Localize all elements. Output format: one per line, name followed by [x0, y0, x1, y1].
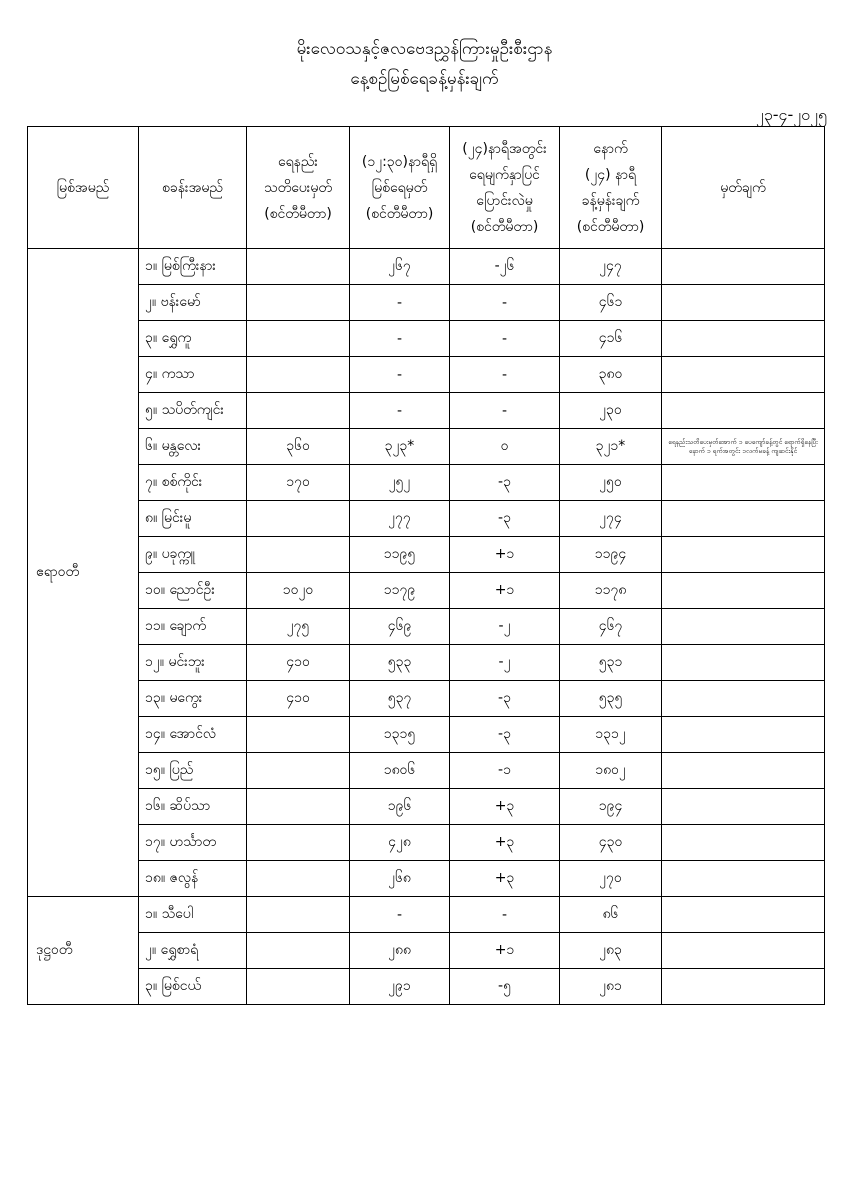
station-name-cell: ၃။ ရွှေကူ [139, 321, 247, 357]
col-forecast-header: နောက် (၂၄) နာရီ ခန့်မှန်းချက် (စင်တီမီတာ) [560, 127, 662, 249]
station-name-cell: ၁၀။ ညောင်ဦး [139, 573, 247, 609]
water-level-cell: - [350, 393, 450, 429]
station-name-cell: ၁၃။ မကွေး [139, 681, 247, 717]
table-row [28, 429, 825, 465]
danger-level-cell [247, 501, 350, 537]
table-row [28, 897, 825, 933]
station-name-cell: ၁၅။ ပြည် [139, 753, 247, 789]
station-name-cell: ၇။ စစ်ကိုင်း [139, 465, 247, 501]
danger-level-cell [247, 393, 350, 429]
remark-cell [662, 645, 825, 681]
danger-level-cell [247, 285, 350, 321]
level-change-cell: -၂၆ [450, 249, 560, 285]
station-name-cell: ၁၂။ မင်းဘူး [139, 645, 247, 681]
danger-level-cell [247, 717, 350, 753]
water-level-cell: ၂၇၇ [350, 501, 450, 537]
remark-cell [662, 285, 825, 321]
table-row [28, 609, 825, 645]
water-level-cell: ၃၂၃* [350, 429, 450, 465]
water-level-cell: ၁၈၀၆ [350, 753, 450, 789]
forecast-cell: ၂၈၁ [560, 969, 662, 1005]
table-row [28, 861, 825, 897]
remark-cell [662, 825, 825, 861]
station-name-cell: ၃။ မြစ်ငယ် [139, 969, 247, 1005]
page-title: မိုးလေဝသနှင့်ဇလဗေဒညွှန်ကြားမှုဦးစီးဌာန [296, 39, 553, 59]
table-header-row [28, 127, 825, 249]
remark-cell [662, 501, 825, 537]
level-change-cell: +၃ [450, 789, 560, 825]
level-change-cell: - [450, 897, 560, 933]
danger-level-cell [247, 357, 350, 393]
level-change-cell: - [450, 393, 560, 429]
station-name-cell: ၂။ ဗန်းမော် [139, 285, 247, 321]
table-row [28, 717, 825, 753]
remark-cell [662, 897, 825, 933]
level-change-cell: -၃ [450, 501, 560, 537]
station-name-cell: ၁၄။ အောင်လံ [139, 717, 247, 753]
forecast-cell: ၂၃၀ [560, 393, 662, 429]
forecast-cell: ၁၁၇၈ [560, 573, 662, 609]
danger-level-cell [247, 861, 350, 897]
remark-cell [662, 537, 825, 573]
forecast-cell: ၂၄၇ [560, 249, 662, 285]
forecast-cell: ၃၂၁* [560, 429, 662, 465]
water-level-cell: ၄၂၈ [350, 825, 450, 861]
table-row [28, 249, 825, 285]
station-name-cell: ၆။ မန္တလေး [139, 429, 247, 465]
table-row [28, 285, 825, 321]
station-name-cell: ၁၁။ ချောက် [139, 609, 247, 645]
forecast-cell: ၅၃၅ [560, 681, 662, 717]
table-row [28, 753, 825, 789]
forecast-cell: ၄၆၇ [560, 609, 662, 645]
level-change-cell: -၅ [450, 969, 560, 1005]
forecast-cell: ၄၃၀ [560, 825, 662, 861]
water-level-cell: ၅၃၇ [350, 681, 450, 717]
level-change-cell: +၃ [450, 861, 560, 897]
forecast-cell: ၂၈၃ [560, 933, 662, 969]
report-date: ၂၃-၄-၂၀၂၅ [755, 105, 827, 124]
danger-level-cell [247, 897, 350, 933]
level-change-cell: -၃ [450, 717, 560, 753]
water-level-cell: - [350, 357, 450, 393]
col-station-header: စခန်းအမည် [139, 127, 247, 249]
forecast-cell: ၄၁၆ [560, 321, 662, 357]
forecast-cell: ၁၉၄ [560, 789, 662, 825]
danger-level-cell [247, 321, 350, 357]
water-level-cell: ၂၆၇ [350, 249, 450, 285]
forecast-cell: ၈၆ [560, 897, 662, 933]
water-level-cell: ၅၃၃ [350, 645, 450, 681]
level-change-cell: -၃ [450, 465, 560, 501]
level-change-cell: +၁ [450, 933, 560, 969]
danger-level-cell: ၁၀၂၀ [247, 573, 350, 609]
level-change-cell: +၁ [450, 537, 560, 573]
station-name-cell: ၈။ မြင်းမူ [139, 501, 247, 537]
station-name-cell: ၁။ သီပေါ [139, 897, 247, 933]
danger-level-cell: ၄၁၀ [247, 645, 350, 681]
forecast-cell: ၅၃၁ [560, 645, 662, 681]
station-name-cell: ၁၆။ ဆိပ်သာ [139, 789, 247, 825]
level-change-cell: -၃ [450, 681, 560, 717]
remark-cell [662, 357, 825, 393]
page-subtitle: နေ့စဉ်မြစ်ရေခန့်မှန်းချက် [350, 69, 499, 89]
remark-cell [662, 789, 825, 825]
level-change-cell: +၃ [450, 825, 560, 861]
station-name-cell: ၁။ မြစ်ကြီးနား [139, 249, 247, 285]
forecast-cell: ၁၃၁၂ [560, 717, 662, 753]
river-name-cell: ဧရာဝတီ [28, 249, 139, 897]
forecast-cell: ၂၇၀ [560, 861, 662, 897]
danger-level-cell [247, 789, 350, 825]
table-row [28, 501, 825, 537]
remark-cell: ရေနည်းသတိပေးမှတ်အောက် ၁ ပေကျော်ခန့်တွင် ရောက်ရှိနေပြီး နောက် ၁ ရက်အတွင်း ၁လက်မခန့် ကျဆင်းနိုင် [662, 429, 825, 465]
col-danger-level-header: ရေနည်း သတိပေးမှတ် (စင်တီမီတာ) [247, 127, 350, 249]
danger-level-cell [247, 753, 350, 789]
col-remark-header: မှတ်ချက် [662, 127, 825, 249]
water-level-cell: ၂၈၈ [350, 933, 450, 969]
table-row [28, 357, 825, 393]
table-row [28, 645, 825, 681]
remark-cell [662, 609, 825, 645]
forecast-cell: ၄၆၁ [560, 285, 662, 321]
station-name-cell: ၅။ သပိတ်ကျင်း [139, 393, 247, 429]
station-name-cell: ၉။ ပခုက္ကူ [139, 537, 247, 573]
water-level-cell: ၁၁၇၉ [350, 573, 450, 609]
water-level-cell: - [350, 285, 450, 321]
water-level-cell: ၄၆၉ [350, 609, 450, 645]
danger-level-cell: ၂၇၅ [247, 609, 350, 645]
danger-level-cell [247, 537, 350, 573]
forecast-cell: ၂၇၄ [560, 501, 662, 537]
col-river-header: မြစ်အမည် [28, 127, 139, 249]
river-name-cell: ဒုဋ္ဌဝတီ [28, 897, 139, 1005]
water-level-cell: - [350, 321, 450, 357]
table-row [28, 933, 825, 969]
danger-level-cell: ၄၁၀ [247, 681, 350, 717]
table-row [28, 681, 825, 717]
table-row [28, 321, 825, 357]
danger-level-cell [247, 249, 350, 285]
station-name-cell: ၁၇။ ဟင်္သာတ [139, 825, 247, 861]
danger-level-cell [247, 933, 350, 969]
remark-cell [662, 753, 825, 789]
remark-cell [662, 861, 825, 897]
remark-cell [662, 573, 825, 609]
col-water-level-header: (၁၂:၃၀)နာရီရှိ မြစ်ရေမှတ် (စင်တီမီတာ) [350, 127, 450, 249]
table-row [28, 537, 825, 573]
remark-cell [662, 717, 825, 753]
level-change-cell: - [450, 285, 560, 321]
remark-cell [662, 969, 825, 1005]
water-level-cell: ၂၉၁ [350, 969, 450, 1005]
station-name-cell: ၄။ ကသာ [139, 357, 247, 393]
remark-cell [662, 321, 825, 357]
level-change-cell: -၁ [450, 753, 560, 789]
water-level-cell: ၁၁၉၅ [350, 537, 450, 573]
level-change-cell: +၁ [450, 573, 560, 609]
remark-cell [662, 933, 825, 969]
level-change-cell: - [450, 321, 560, 357]
forecast-cell: ၃၈၀ [560, 357, 662, 393]
remark-cell [662, 465, 825, 501]
water-level-cell: ၂၆၈ [350, 861, 450, 897]
col-change-header: (၂၄)နာရီအတွင်း ရေမျက်နှာပြင် ပြောင်းလဲမှု (စင်တီမီတာ) [450, 127, 560, 249]
danger-level-cell: ၁၇၀ [247, 465, 350, 501]
level-change-cell: -၂ [450, 609, 560, 645]
danger-level-cell [247, 825, 350, 861]
remark-cell [662, 393, 825, 429]
table-body [28, 249, 825, 1005]
table-row [28, 573, 825, 609]
table-row [28, 969, 825, 1005]
table-row [28, 393, 825, 429]
level-change-cell: - [450, 357, 560, 393]
station-name-cell: ၁၈။ ဇလွန် [139, 861, 247, 897]
forecast-cell: ၂၅၀ [560, 465, 662, 501]
river-level-table [27, 126, 825, 1005]
danger-level-cell [247, 969, 350, 1005]
danger-level-cell: ၃၆၀ [247, 429, 350, 465]
level-change-cell: -၂ [450, 645, 560, 681]
table-row [28, 789, 825, 825]
station-name-cell: ၂။ ရွှေစာရံ [139, 933, 247, 969]
forecast-cell: ၁၁၉၄ [560, 537, 662, 573]
forecast-cell: ၁၈၀၂ [560, 753, 662, 789]
level-change-cell: ၀ [450, 429, 560, 465]
water-level-cell: ၁၃၁၅ [350, 717, 450, 753]
table-row [28, 825, 825, 861]
water-level-cell: ၁၉၆ [350, 789, 450, 825]
remark-cell [662, 249, 825, 285]
water-level-cell: ၂၅၂ [350, 465, 450, 501]
remark-cell [662, 681, 825, 717]
water-level-cell: - [350, 897, 450, 933]
table-row [28, 465, 825, 501]
